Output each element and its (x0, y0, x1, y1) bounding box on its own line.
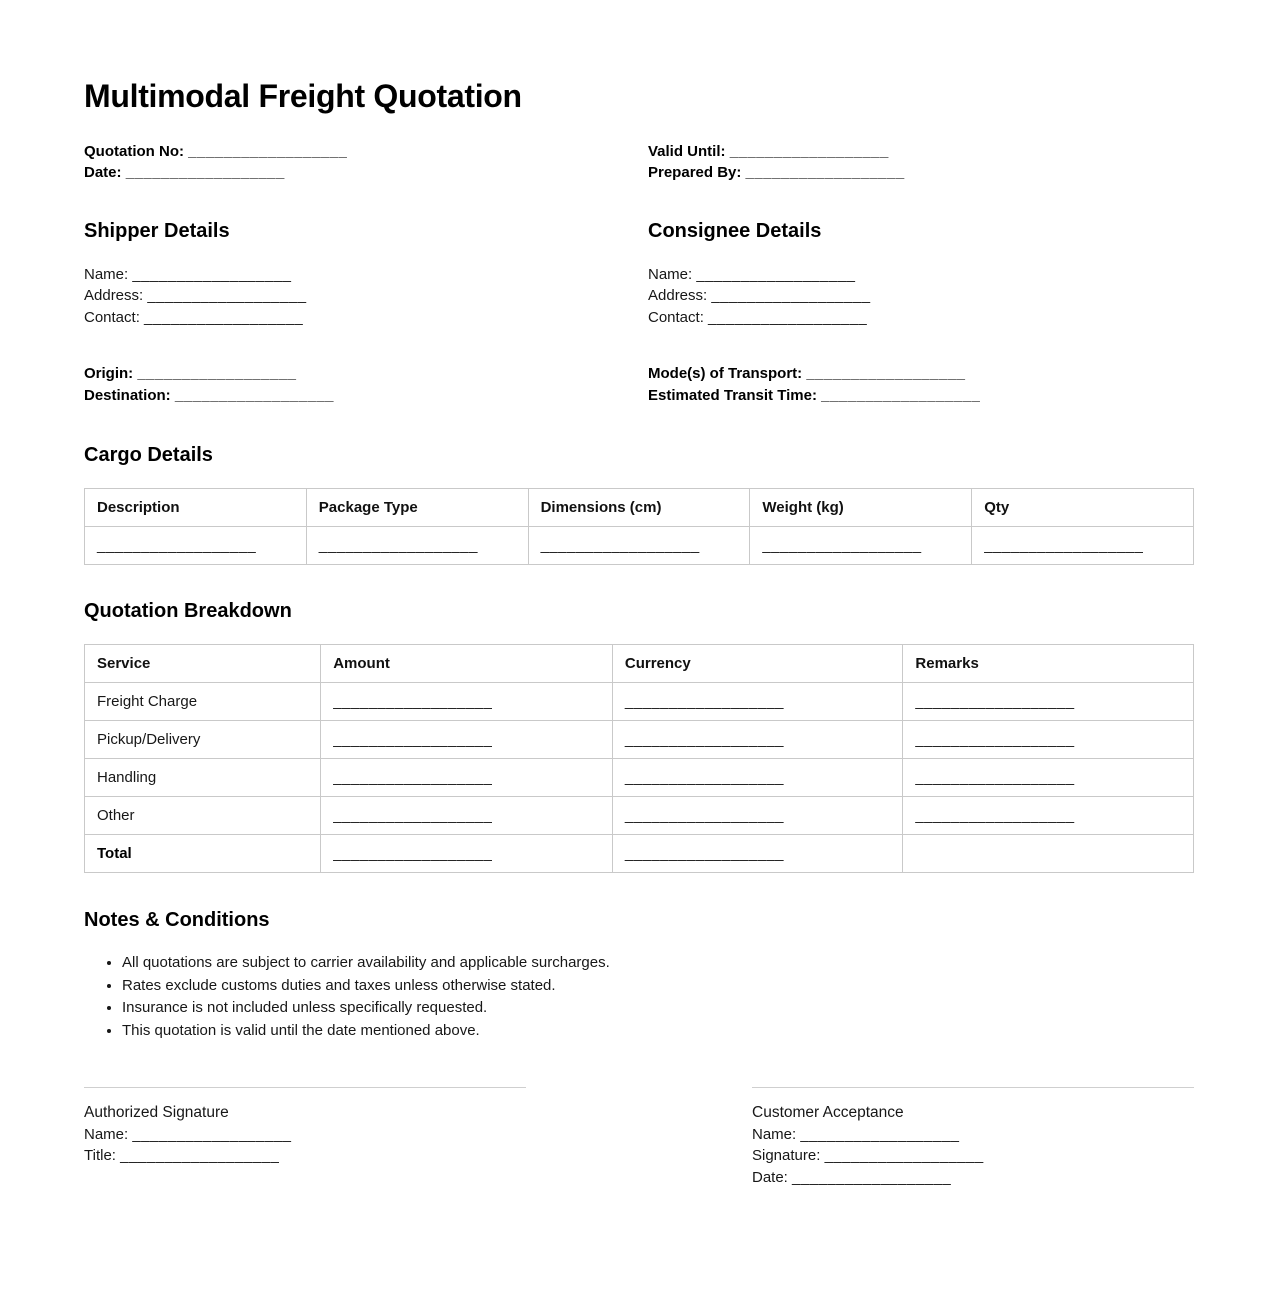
consignee-address-label: Address: (648, 287, 708, 305)
route-left (84, 363, 648, 406)
blank-line: __________________ (624, 769, 785, 787)
customer-date-field (752, 1167, 1194, 1189)
destination-field (84, 385, 648, 407)
blank-line: __________________ (915, 769, 1075, 787)
shipper-name-blank: __________________ (132, 265, 292, 283)
customer-signature-field (752, 1145, 1194, 1167)
origin-label: Origin: (84, 365, 134, 383)
valid-until-blank: __________________ (729, 142, 889, 160)
blank-line: __________________ (318, 537, 478, 555)
blank-line: __________________ (915, 731, 1075, 749)
cargo-heading: Cargo Details (84, 444, 213, 467)
breakdown-col-remarks: Remarks (903, 645, 1194, 683)
breakdown-row-pickup (85, 721, 1194, 759)
total-amount-blank (321, 835, 613, 873)
shipper-name-field (84, 264, 648, 286)
cargo-table (84, 488, 1194, 565)
header-fields-right (648, 141, 1194, 184)
quotation-no-blank: __________________ (188, 142, 348, 160)
amount-blank (321, 759, 613, 797)
header-fields (84, 141, 1194, 184)
breakdown-header-row (85, 645, 1194, 683)
valid-until-field (648, 141, 1194, 163)
cargo-col-qty: Qty (972, 489, 1194, 527)
cargo-dimensions-blank (528, 527, 750, 565)
transit-time-field (648, 385, 1194, 407)
cargo-package-type-blank (306, 527, 528, 565)
consignee-contact-field (648, 307, 1194, 329)
currency-blank (612, 797, 903, 835)
shipper-heading: Shipper Details (84, 219, 230, 242)
cargo-qty-blank (972, 527, 1194, 565)
blank-line: __________________ (97, 537, 257, 555)
breakdown-col-amount: Amount (321, 645, 613, 683)
shipper-address-label: Address: (84, 287, 144, 305)
service-label: Pickup/Delivery (85, 721, 321, 759)
cargo-col-package-type: Package Type (306, 489, 528, 527)
consignee-name-field (648, 264, 1194, 286)
prepared-by-field (648, 162, 1194, 184)
total-label: Total (85, 835, 321, 873)
service-label: Handling (85, 759, 321, 797)
blank-line: __________________ (624, 807, 785, 825)
transport-mode-field (648, 363, 1194, 385)
note-item: • This quotation is valid until the date mentioned above. (122, 1021, 1194, 1042)
customer-name-label: Name: (752, 1125, 797, 1143)
notes-list (84, 953, 1194, 1041)
authorized-title-field (84, 1145, 526, 1167)
total-remarks-empty (903, 835, 1194, 873)
quotation-breakdown-table (84, 644, 1194, 873)
customer-date-label: Date: (752, 1168, 788, 1186)
transit-time-blank: __________________ (821, 386, 981, 404)
breakdown-row-total (85, 835, 1194, 873)
prepared-by-label: Prepared By: (648, 164, 742, 182)
authorized-name-blank: __________________ (132, 1125, 292, 1143)
destination-blank: __________________ (174, 386, 335, 404)
consignee-name-label: Name: (648, 265, 693, 283)
blank-line: __________________ (333, 693, 493, 711)
consignee-heading: Consignee Details (648, 219, 822, 242)
shipper-contact-blank: __________________ (144, 308, 304, 326)
customer-acceptance-heading: Customer Acceptance (752, 1104, 904, 1122)
customer-signature-blank: __________________ (824, 1147, 984, 1165)
cargo-col-weight: Weight (kg) (750, 489, 972, 527)
blank-line: __________________ (762, 537, 922, 555)
page-title: Multimodal Freight Quotation (84, 78, 522, 114)
consignee-address-blank: __________________ (711, 287, 871, 305)
date-blank: __________________ (125, 164, 285, 182)
quotation-no-label: Quotation No: (84, 142, 184, 160)
blank-line: __________________ (915, 807, 1075, 825)
notes-heading: Notes & Conditions (84, 909, 270, 932)
shipper-details (84, 220, 648, 329)
breakdown-row-freight (85, 683, 1194, 721)
remarks-blank (903, 721, 1194, 759)
consignee-name-blank: __________________ (696, 265, 856, 283)
blank-line: __________________ (333, 769, 493, 787)
breakdown-col-currency: Currency (612, 645, 903, 683)
shipper-address-blank: __________________ (147, 287, 307, 305)
blank-line: __________________ (915, 693, 1075, 711)
customer-acceptance-block (752, 1087, 1194, 1188)
currency-blank (612, 721, 903, 759)
breakdown-heading: Quotation Breakdown (84, 600, 292, 623)
amount-blank (321, 683, 613, 721)
authorized-name-field (84, 1124, 526, 1146)
breakdown-col-service: Service (85, 645, 321, 683)
authorized-title-blank: __________________ (120, 1147, 280, 1165)
cargo-data-row (85, 527, 1194, 565)
transport-mode-label: Mode(s) of Transport: (648, 365, 803, 383)
date-label: Date: (84, 164, 122, 182)
blank-line: __________________ (333, 845, 493, 863)
breakdown-row-other (85, 797, 1194, 835)
blank-line: __________________ (540, 537, 700, 555)
signature-section (84, 1087, 1194, 1188)
customer-name-field (752, 1124, 1194, 1146)
remarks-blank (903, 683, 1194, 721)
valid-until-label: Valid Until: (648, 142, 726, 160)
remarks-blank (903, 797, 1194, 835)
date-field (84, 162, 648, 184)
origin-field (84, 363, 648, 385)
cargo-weight-blank (750, 527, 972, 565)
shipper-contact-field (84, 307, 648, 329)
cargo-col-dimensions: Dimensions (cm) (528, 489, 750, 527)
route-right (648, 363, 1194, 406)
consignee-address-field (648, 285, 1194, 307)
blank-line: __________________ (333, 731, 493, 749)
quotation-no-field (84, 141, 648, 163)
authorized-signature-block (84, 1087, 526, 1188)
amount-blank (321, 721, 613, 759)
route-section (84, 363, 1194, 406)
blank-line: __________________ (624, 845, 785, 863)
blank-line: __________________ (624, 731, 785, 749)
total-currency-blank (612, 835, 903, 873)
consignee-contact-blank: __________________ (708, 308, 868, 326)
blank-line: __________________ (624, 693, 785, 711)
blank-line: __________________ (984, 537, 1144, 555)
note-item: • Rates exclude customs duties and taxes unless otherwise stated. (122, 976, 1194, 997)
customer-signature-label: Signature: (752, 1147, 821, 1165)
note-item: • All quotations are subject to carrier availability and applicable surcharges. (122, 953, 1194, 974)
cargo-description-blank (85, 527, 307, 565)
destination-label: Destination: (84, 386, 171, 404)
shipper-address-field (84, 285, 648, 307)
authorized-title-label: Title: (84, 1147, 116, 1165)
customer-date-blank: __________________ (792, 1168, 952, 1186)
remarks-blank (903, 759, 1194, 797)
amount-blank (321, 797, 613, 835)
cargo-col-description: Description (85, 489, 307, 527)
header-fields-left (84, 141, 648, 184)
consignee-contact-label: Contact: (648, 308, 704, 326)
authorized-name-label: Name: (84, 1125, 129, 1143)
currency-blank (612, 759, 903, 797)
breakdown-row-handling (85, 759, 1194, 797)
currency-blank (612, 683, 903, 721)
service-label: Freight Charge (85, 683, 321, 721)
parties-section (84, 220, 1194, 329)
customer-name-blank: __________________ (800, 1125, 960, 1143)
consignee-details (648, 220, 1194, 329)
shipper-name-label: Name: (84, 265, 129, 283)
cargo-header-row (85, 489, 1194, 527)
prepared-by-blank: __________________ (745, 164, 905, 182)
note-item: • Insurance is not included unless specifically requested. (122, 998, 1194, 1019)
service-label: Other (85, 797, 321, 835)
authorized-signature-heading: Authorized Signature (84, 1104, 229, 1122)
transport-mode-blank: __________________ (806, 365, 966, 383)
transit-time-label: Estimated Transit Time: (648, 386, 817, 404)
blank-line: __________________ (333, 807, 493, 825)
origin-blank: __________________ (137, 365, 297, 383)
shipper-contact-label: Contact: (84, 308, 140, 326)
